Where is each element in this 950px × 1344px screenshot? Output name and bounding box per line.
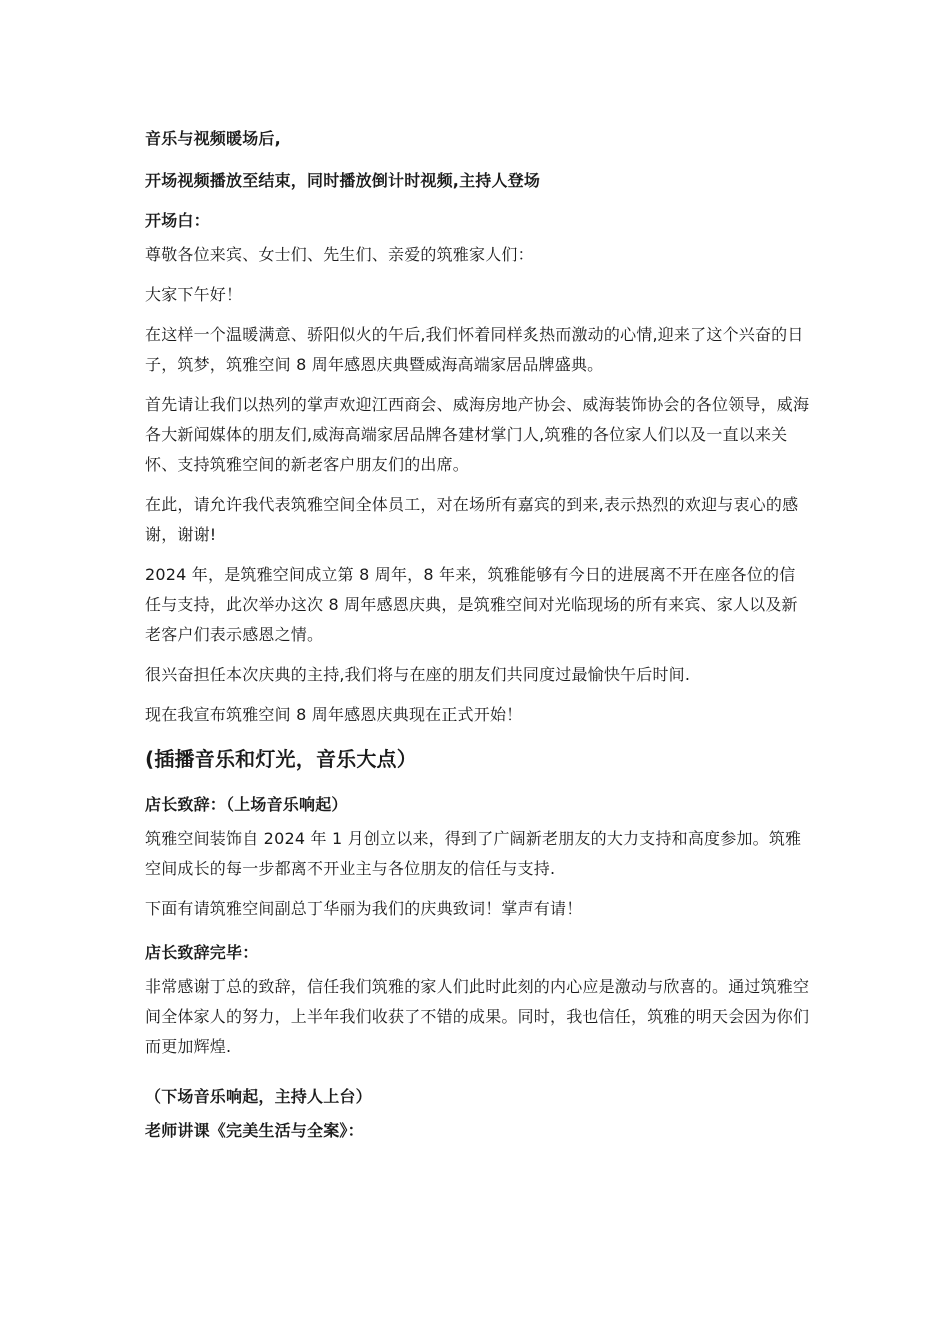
stage-note-music-lights: (插播音乐和灯光，音乐大点） [145, 747, 417, 771]
invite-speaker-line: 下面有请筑雅空间副总丁华丽为我们的庆典致词！掌声有请！ [145, 899, 583, 918]
section-heading-speech-complete: 店长致辞完毕： [145, 943, 259, 962]
stage-note-host-returns: （下场音乐响起，主持人上台） [145, 1087, 372, 1106]
section-heading-opening: 开场白： [145, 211, 210, 230]
stage-note-warmup: 音乐与视频暖场后, [145, 129, 281, 148]
ceremony-start-line: 现在我宣布筑雅空间 8 周年感恩庆典现在正式开始！ [145, 705, 523, 724]
anniversary-paragraph: 2024 年，是筑雅空间成立第 8 周年，8 年来，筑雅能够有今日的进展离不开在座各位的信任与支持，此次举办这次 8 周年感恩庆典，是筑雅空间对光临现场的所有来宾、家人以及新老客户们表示感恩之情。 [145, 565, 798, 644]
good-afternoon-line: 大家下午好！ [145, 285, 243, 304]
company-history-paragraph: 筑雅空间装饰自 2024 年 1 月创立以来，得到了广阔新老朋友的大力支持和高度参加。筑雅空间成长的每一步都离不开业主与各位朋友的信任与支持. [145, 829, 802, 878]
greeting-line: 尊敬各位来宾、女士们、先生们、亲爱的筑雅家人们： [145, 245, 534, 264]
opening-paragraph: 在这样一个温暖满意、骄阳似火的午后,我们怀着同样炙热而激动的心情,迎来了这个兴奋的日子，筑梦，筑雅空间 8 周年感恩庆典暨威海高端家居品牌盛典。 [145, 325, 804, 374]
closing-thanks-paragraph: 非常感谢丁总的致辞，信任我们筑雅的家人们此时此刻的内心应是激动与欣喜的。通过筑雅空间全体家人的努力，上半年我们收获了不错的成果。同时，我也信任，筑雅的明天会因为你们而更加辉煌. [145, 977, 810, 1056]
thanks-paragraph: 在此，请允许我代表筑雅空间全体员工，对在场所有嘉宾的到来,表示热烈的欢迎与衷心的感谢，谢谢! [145, 495, 799, 544]
welcome-guests-paragraph: 首先请让我们以热列的掌声欢迎江西商会、威海房地产协会、威海装饰协会的各位领导，威海各大新闻媒体的朋友们,威海高端家居品牌各建材掌门人,筑雅的各位家人们以及一直以来关怀、支持筑雅空间的新老客户朋友们的出席。 [145, 395, 810, 474]
stage-note-opening-video: 开场视频播放至结束，同时播放倒计时视频,主持人登场 [145, 171, 541, 190]
section-heading-manager-speech: 店长致辞：（上场音乐响起） [145, 795, 348, 814]
host-paragraph: 很兴奋担任本次庆典的主持,我们将与在座的朋友们共同度过最愉快午后时间. [145, 665, 691, 684]
document-body [145, 124, 810, 1146]
section-heading-lecture: 老师讲课《完美生活与全案》： [145, 1121, 364, 1140]
